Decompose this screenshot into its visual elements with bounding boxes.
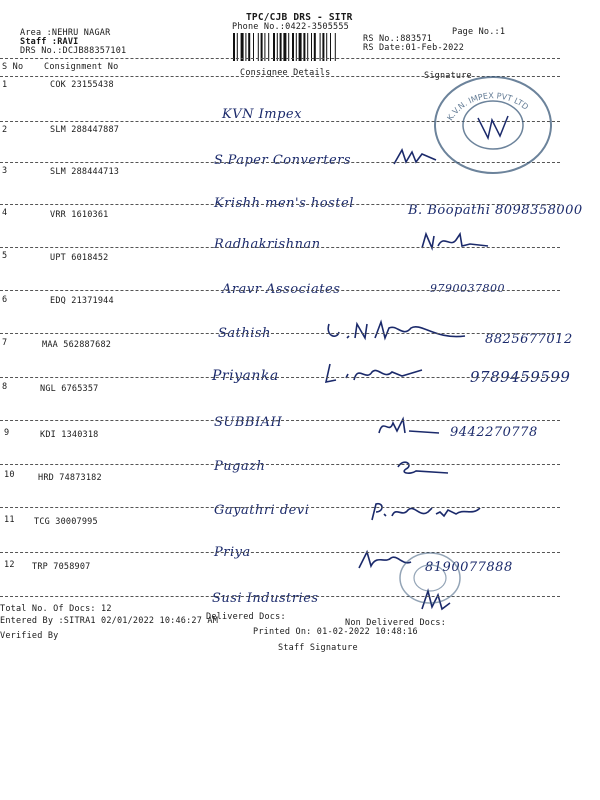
page-number: Page No.:1 — [452, 27, 506, 37]
divider — [0, 204, 560, 205]
entered-by: Entered By :SITRA1 02/01/2022 10:46:27 AM — [0, 616, 219, 626]
staff-signature: Staff Signature — [278, 643, 358, 653]
row-sno: 2 — [2, 125, 8, 135]
drs-number: DRS No.:DCJB88357101 — [20, 46, 127, 56]
row-sno: 4 — [2, 208, 8, 218]
row-consignment: SLM 288447887 — [50, 125, 120, 135]
stamp-mark — [395, 548, 465, 608]
non-delivered-docs: Non Delivered Docs: — [345, 618, 447, 628]
row-note: 8825677012 — [485, 332, 573, 347]
stamp-text: K.V.N. IMPEX PVT LTD — [445, 91, 531, 123]
row-consignee: Aravr Associates — [222, 282, 341, 297]
divider — [0, 247, 560, 248]
row-consignment: VRR 1610361 — [50, 210, 109, 220]
printed-on: Printed On: 01-02-2022 10:48:16 — [253, 627, 418, 637]
row-consignee: KVN Impex — [222, 107, 302, 122]
row-consignee: Gayathri devi — [214, 503, 310, 518]
row-consignee: Krishh men's hostel — [214, 196, 354, 211]
row-consignee: SUBBIAH — [214, 415, 283, 430]
row-sno: 6 — [2, 295, 8, 305]
row-sno: 7 — [2, 338, 8, 348]
divider — [0, 464, 560, 465]
row-sno: 5 — [2, 251, 8, 261]
row-sno: 12 — [4, 560, 15, 570]
divider — [0, 596, 560, 597]
signature-mark — [392, 455, 452, 477]
row-consignment: EDQ 21371944 — [50, 296, 114, 306]
row-consignment: SLM 288444713 — [50, 167, 120, 177]
row-note: B. Boopathi 8098358000 — [408, 203, 583, 218]
row-consignee: Radhakrishnan — [214, 237, 321, 252]
row-consignment: HRD 74873182 — [38, 473, 102, 483]
divider — [0, 290, 560, 291]
row-consignee: S.Paper Converters — [214, 153, 352, 168]
rs-number: RS No.:883571 — [363, 34, 433, 44]
divider — [0, 333, 560, 334]
divider — [0, 552, 560, 553]
row-sno: 10 — [4, 470, 15, 480]
row-sno: 11 — [4, 515, 15, 525]
company-stamp — [428, 70, 558, 180]
divider — [0, 507, 560, 508]
rs-date: RS Date:01-Feb-2022 — [363, 43, 465, 53]
row-note: 9789459599 — [470, 368, 571, 386]
row-consignee: Priya — [214, 545, 251, 560]
total-docs: Total No. Of Docs: 12 — [0, 604, 112, 614]
delivered-docs: Delivered Docs: — [206, 612, 286, 622]
row-consignee: Pugazh — [214, 459, 266, 474]
row-consignment: COK 23155438 — [50, 80, 114, 90]
row-consignee: Sathish — [218, 326, 271, 341]
row-consignee: Priyanka — [212, 368, 279, 384]
row-consignment: KDI 1340318 — [40, 430, 99, 440]
svg-text:K.V.N. IMPEX PVT LTD — [445, 91, 530, 122]
signature-mark — [375, 415, 445, 437]
divider — [0, 58, 560, 59]
col-signature: Signature — [424, 71, 472, 81]
staff-label: Staff :RAVI — [20, 37, 79, 47]
phone-number: Phone No.:0422-3505555 — [232, 22, 349, 32]
report-title: TPC/CJB DRS - SITR — [246, 12, 353, 23]
row-consignment: TCG 30007995 — [34, 517, 98, 527]
signature-mark — [322, 360, 432, 388]
col-consignment: Consignment No — [44, 62, 119, 72]
barcode — [232, 33, 357, 61]
row-note: 8190077888 — [425, 560, 513, 575]
signature-mark — [420, 230, 490, 252]
row-sno: 9 — [4, 428, 10, 438]
row-note: 9790037800 — [430, 282, 505, 295]
row-note: 9442270778 — [450, 425, 538, 440]
divider — [0, 420, 560, 421]
row-sno: 8 — [2, 382, 8, 392]
col-sno: S No — [2, 62, 24, 72]
row-sno: 1 — [2, 80, 8, 90]
divider — [0, 377, 560, 378]
row-consignment: TRP 7058907 — [32, 562, 91, 572]
row-consignee: Susi Industries — [212, 591, 319, 606]
row-consignment: UPT 6018452 — [50, 253, 109, 263]
area-label: Area :NEHRU NAGAR — [20, 28, 111, 38]
row-sno: 3 — [2, 166, 8, 176]
col-consignee: Consignee Details — [240, 68, 331, 78]
row-consignment: NGL 6765357 — [40, 384, 99, 394]
verified-by: Verified By — [0, 631, 59, 641]
signature-mark — [368, 500, 488, 524]
row-consignment: MAA 562887682 — [42, 340, 112, 350]
